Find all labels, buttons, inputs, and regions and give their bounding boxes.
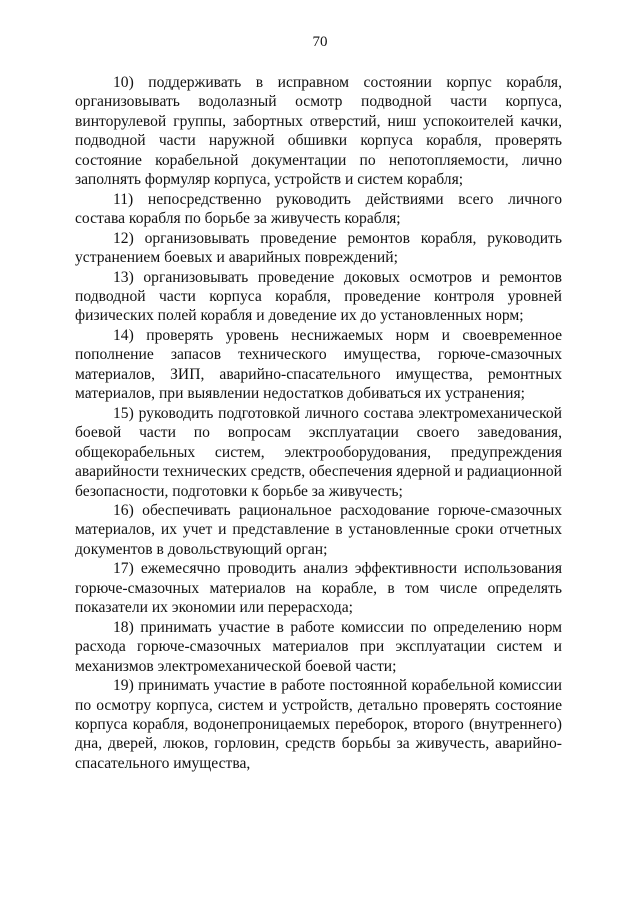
paragraph-item-16: 16) обеспечивать рациональное расходование горюче-смазочных материалов, их учет и представление в установленные сроки отчетных документов в довольствующий орган; [75,501,562,558]
paragraph-item-14: 14) проверять уровень неснижаемых норм и своевременное пополнение запасов технического имущества, горюче-смазочных материалов, ЗИП, аварийно-спасательного имущества, ремонтных материалов, при выявлении недостатков добиваться их устранения; [75,326,562,403]
paragraph-item-13: 13) организовывать проведение доковых осмотров и ремонтов подводной части корпуса корабля, проведение контроля уровней физических полей корабля и доведение их до установленных норм; [75,268,562,325]
page-number: 70 [312,34,328,50]
paragraph-item-15: 15) руководить подготовкой личного состава электромеханической боевой части по вопросам эксплуатации своего заведования, общекорабельных систем, электрооборудования, предупреждения аварийности технических средств, обеспечения ядерной и радиационной безопасности, подготовки к борьбе за живучесть; [75,404,562,500]
paragraph-item-11: 11) непосредственно руководить действиями всего личного состава корабля по борьбе за живучесть корабля; [75,190,562,228]
body-text [75,73,562,773]
paragraph-item-17: 17) ежемесячно проводить анализ эффективности использования горюче-смазочных материалов на корабле, в том числе определять показатели их экономии или перерасхода; [75,560,562,617]
paragraph-item-10: 10) поддерживать в исправном состоянии корпус корабля, организовывать водолазный осмотр подводной части корпуса, винторулевой группы, забортных отверстий, ниш успокоителей качки, подводной части наружной обшивки корпуса корабля, проверять состояние корабельной документации по непотопляемости, лично заполнять формуляр корпуса, устройств и систем корабля; [75,74,562,189]
paragraph-item-18: 18) принимать участие в работе комиссии по определению норм расхода горюче-смазочных материалов при эксплуатации систем и механизмов электромеханической боевой части; [75,618,562,675]
paragraph-item-12: 12) организовывать проведение ремонтов корабля, руководить устранением боевых и аварийных повреждений; [75,229,562,267]
paragraph-item-19: 19) принимать участие в работе постоянной корабельной комиссии по осмотру корпуса, систем и устройств, детально проверять состояние корпуса корабля, водонепроницаемых переборок, второго (внутреннего) дна, дверей, люков, горловин, средств борьбы за живучесть, аварийно-спасательного имущества, [75,677,562,772]
